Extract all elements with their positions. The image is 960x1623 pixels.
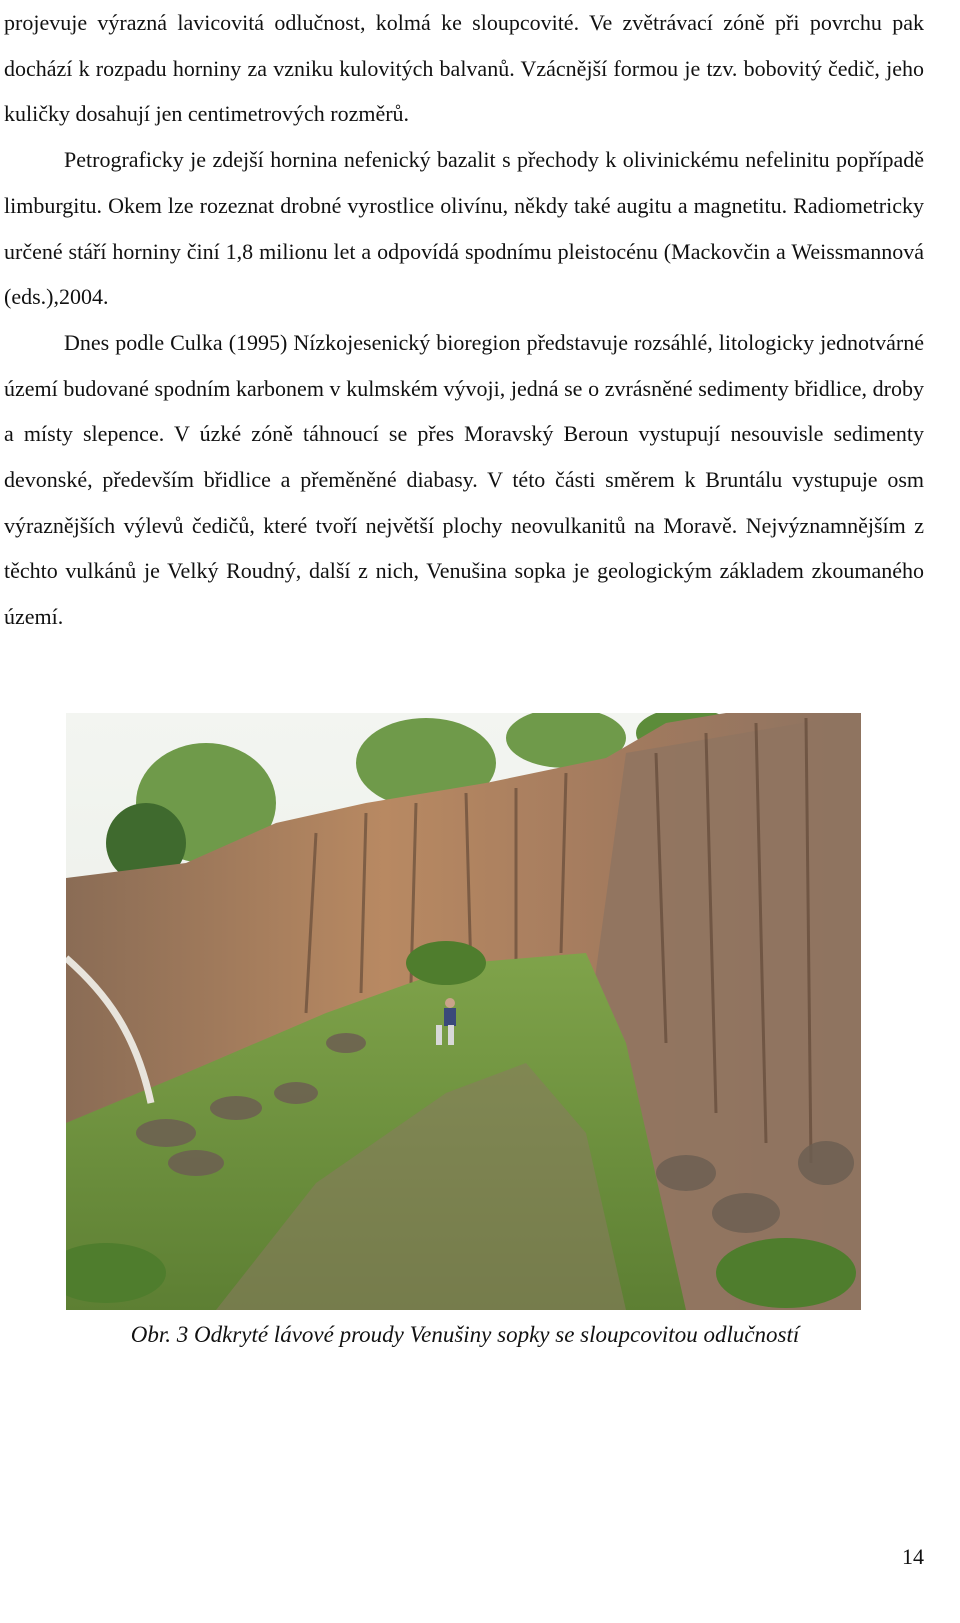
figure-caption: Obr. 3 Odkryté lávové proudy Venušiny sopky se sloupcovitou odlučností xyxy=(130,1322,800,1347)
paragraph-2: Petrograficky je zdejší hornina nefenický bazalit s přechody k olivinickému nefelinitu popřípadě limburgitu. Okem lze rozeznat drobné vyrostlice olivínu, někdy také augitu a magnetitu. Radiometricky určené stáří horniny činí 1,8 milionu let a odpovídá spodnímu pleistocénu (Mackovčin a Weissmannová (eds.),2004. xyxy=(4,147,924,310)
body-text xyxy=(4,0,924,640)
paragraph-1: projevuje výrazná lavicovitá odlučnost, kolmá ke sloupcovité. Ve zvětrávací zóně při povrchu pak dochází k rozpadu horniny za vzniku kulovitých balvanů. Vzácnější formou je tzv. bobovitý čedič, jeho kuličky dosahují jen centimetrových rozměrů. xyxy=(4,10,924,127)
page-number: 14 xyxy=(902,1544,924,1569)
paragraph-3: Dnes podle Culka (1995) Nízkojesenický bioregion představuje rozsáhlé, litologicky jednotvárné území budované spodním karbonem v kulmském vývoji, jedná se o zvrásněné sedimenty břidlice, droby a místy slepence. V úzké zóně táhnoucí se přes Moravský Beroun vystupují nesouvisle sedimenty devonské, především břidlice a přeměněné diabasy. V této části směrem k Bruntálu vystupuje osm výraznějších výlevů čedičů, které tvoří největší plochy neovulkanitů na Moravě. Nejvýznamnějším z těchto vulkánů je Velký Roudný, další z nich, Venušina sopka je geologickým základem zkoumaného území. xyxy=(4,329,924,630)
quarry-photo xyxy=(66,713,861,1310)
